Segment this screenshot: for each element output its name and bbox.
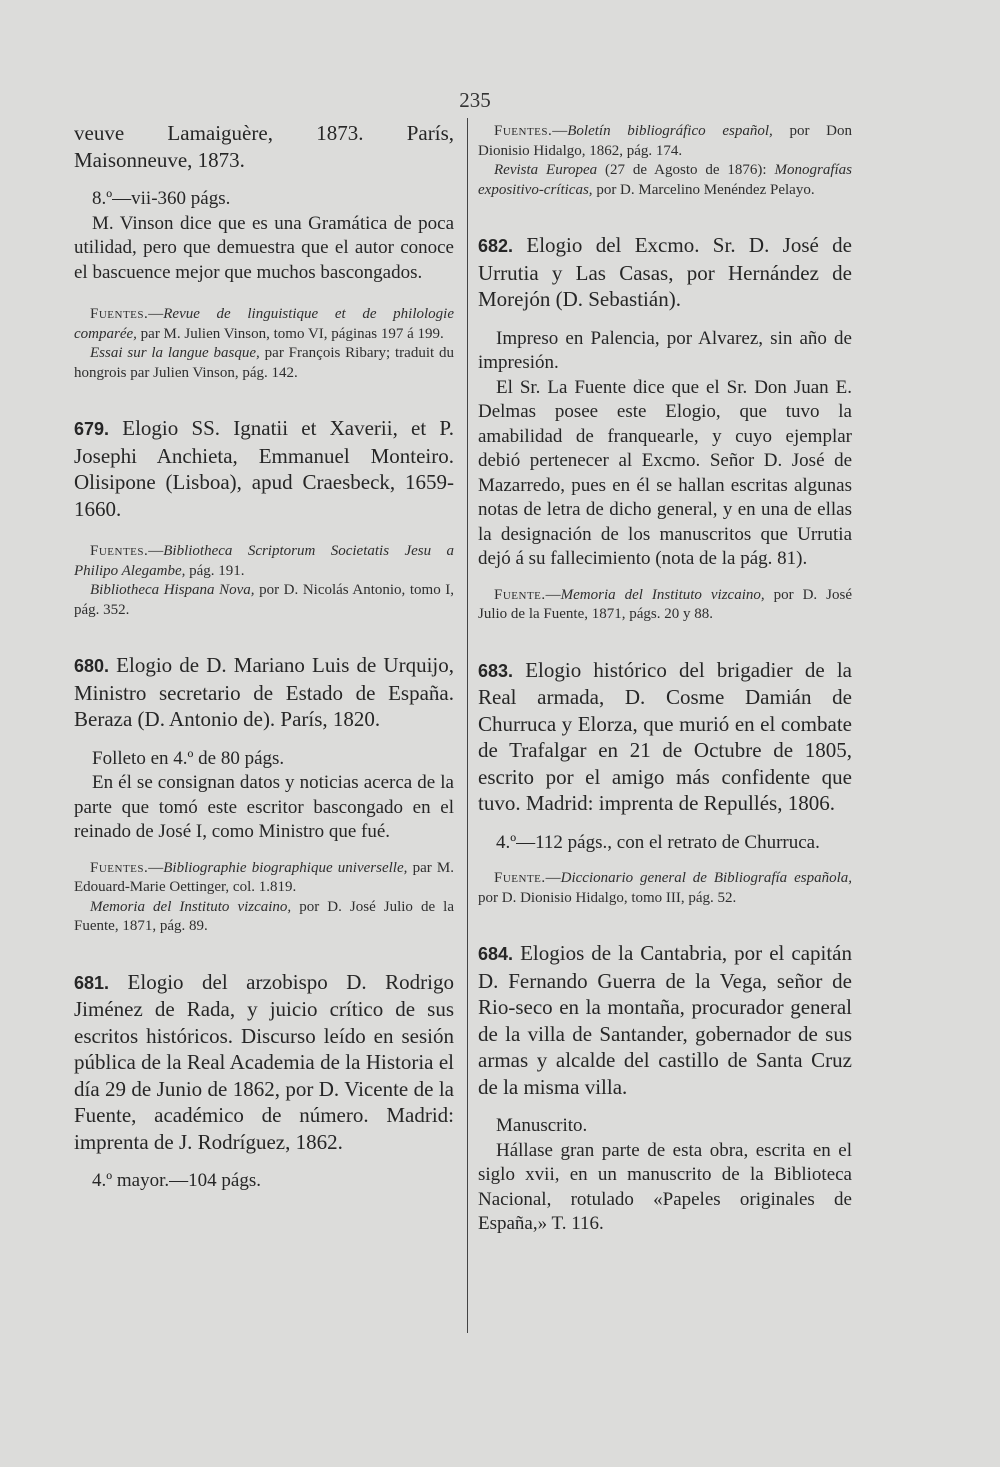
entry-683: 683. Elogio histórico del brigadier de la Real armada, D. Cosme Damián de Churruca y Elorza, que murió en el combate de Trafalgar en 21 de Octubre de 1805, escrito por el amigo más confidente que tuvo. Madrid: imprenta de Repullés, 1806.	[478, 657, 852, 815]
entry-681: 681. Elogio del arzobispo D. Rodrigo Jiménez de Rada, y juicio crítico de sus escritos históricos. Discurso leído en sesión pública de la Real Academia de la Historia el día 29 de Junio de 1862, por D. Vicente de la Fuente, académico de número. Madrid: imprenta de J. Rodríguez, 1862.	[74, 969, 454, 1154]
entry-680: 680. Elogio de D. Mariano Luis de Urquijo, Ministro secretario de Estado de España. Beraza (D. Antonio de). París, 1820.	[74, 653, 455, 731]
note-paragraph: El Sr. La Fuente dice que el Sr. Don Juan E. Delmas posee este Elogio, que tuvo la amabilidad de franquearle, y cuyo ejemplar debió pertenecer al Excmo. Señor D. José de Mazarredo, pues en él se hallan escritas algunas notas de letra de dicho general, y en una de ellas la designación de los manuscritos que Urrutia dejó á su fallecimiento (nota de la pág. 81).	[478, 376, 852, 569]
sources-block: Fuentes.—Bibliotheca Scriptorum Societatis Jesu a Philipo Alegambe, pág. 191.	[74, 543, 454, 579]
entry-684: 684. Elogios de la Cantabria, por el capitán D. Fernando Guerra de la Vega, señor de Rio-seco en la montaña, procurador general de la villa de Santander, gobernador de sus armas y alcalde del castillo de Santa Cruz de la misma villa.	[478, 941, 853, 1099]
entry-679: 679. Elogio SS. Ignatii et Xaverii, et P. Josephi Anchieta, Emmanuel Monteiro. Olisipone (Lisboa), apud Craesbeck, 1659-1660.	[74, 416, 454, 521]
note-paragraph: Hállase gran parte de esta obra, escrita en el siglo xvii, en un manuscrito de la Biblioteca Nacional, rotulado «Papeles originales de España,» T. 116.	[478, 1139, 852, 1234]
format-line: 4.º—112 págs., con el retrato de Churruca.	[496, 831, 820, 853]
entry-number: 681.	[74, 972, 110, 993]
source-item: Revista Europea (27 de Agosto de 1876): Monografías expositivo-críticas, por D. Marcelino Menéndez Pelayo.	[478, 162, 852, 198]
sources-block: Fuente.—Memoria del Instituto vizcaino, por D. José Julio de la Fuente, 1871, págs. 20 y 88.	[478, 586, 852, 622]
entry-number: 679.	[74, 419, 110, 439]
sources-block: Fuentes.—Boletín bibliográfico español, por Don Dionisio Hidalgo, 1862, pág. 174.	[478, 123, 853, 159]
note-paragraph: En él se consignan datos y noticias acerca de la parte que tomó este escritor bascongado en el reinado de José I, como Ministro que fué.	[74, 772, 454, 842]
left-column	[74, 116, 454, 1194]
note-paragraph: Manuscrito.	[496, 1115, 588, 1136]
sources-block: Fuente.—Diccionario general de Bibliografía española, por D. Dionisio Hidalgo, tomo III, pág. 52.	[478, 870, 852, 906]
source-item: Essai sur la langue basque, par François Ribary; traduit du hongrois par Julien Vinson, pág. 142.	[74, 345, 455, 381]
format-line: 4.º mayor.—104 págs.	[92, 1170, 261, 1191]
note-paragraph: Impreso en Palencia, por Alvarez, sin año de impresión.	[478, 327, 852, 373]
sources-block: Fuentes.—Bibliographie biographique universelle, par M. Edouard-Marie Oettinger, col. 1.819.	[74, 859, 455, 895]
format-line: 8.º—vii-360 págs.	[92, 188, 231, 209]
entry-number: 680.	[74, 656, 110, 676]
entry-number: 683.	[478, 660, 514, 681]
entry-682: 682. Elogio del Excmo. Sr. D. José de Urrutia y Las Casas, por Hernández de Morejón (D. Sebastián).	[478, 233, 852, 311]
source-item: Bibliotheca Hispana Nova, por D. Nicolás Antonio, tomo I, pág. 352.	[74, 582, 454, 618]
entry-number: 684.	[478, 944, 514, 964]
source-item: Memoria del Instituto vizcaino, por D. José Julio de la Fuente, 1871, pág. 89.	[74, 898, 454, 934]
column-divider	[467, 118, 468, 1333]
sources-block: Fuentes.—Revue de linguistique et de philologie comparée, par M. Julien Vinson, tomo VI, páginas 197 á 199.	[74, 306, 454, 342]
continuation-text: veuve Lamaiguère, 1873. París, Maisonneuve, 1873.	[74, 121, 454, 172]
entry-number: 682.	[478, 236, 514, 256]
format-line: Folleto en 4.º de 80 págs.	[92, 747, 285, 769]
right-column	[478, 116, 852, 1237]
note-paragraph: M. Vinson dice que es una Gramática de poca utilidad, pero que demuestra que el autor conoce el bascuence mejor que muchos bascongados.	[74, 212, 454, 283]
page-number: 235	[459, 88, 491, 112]
